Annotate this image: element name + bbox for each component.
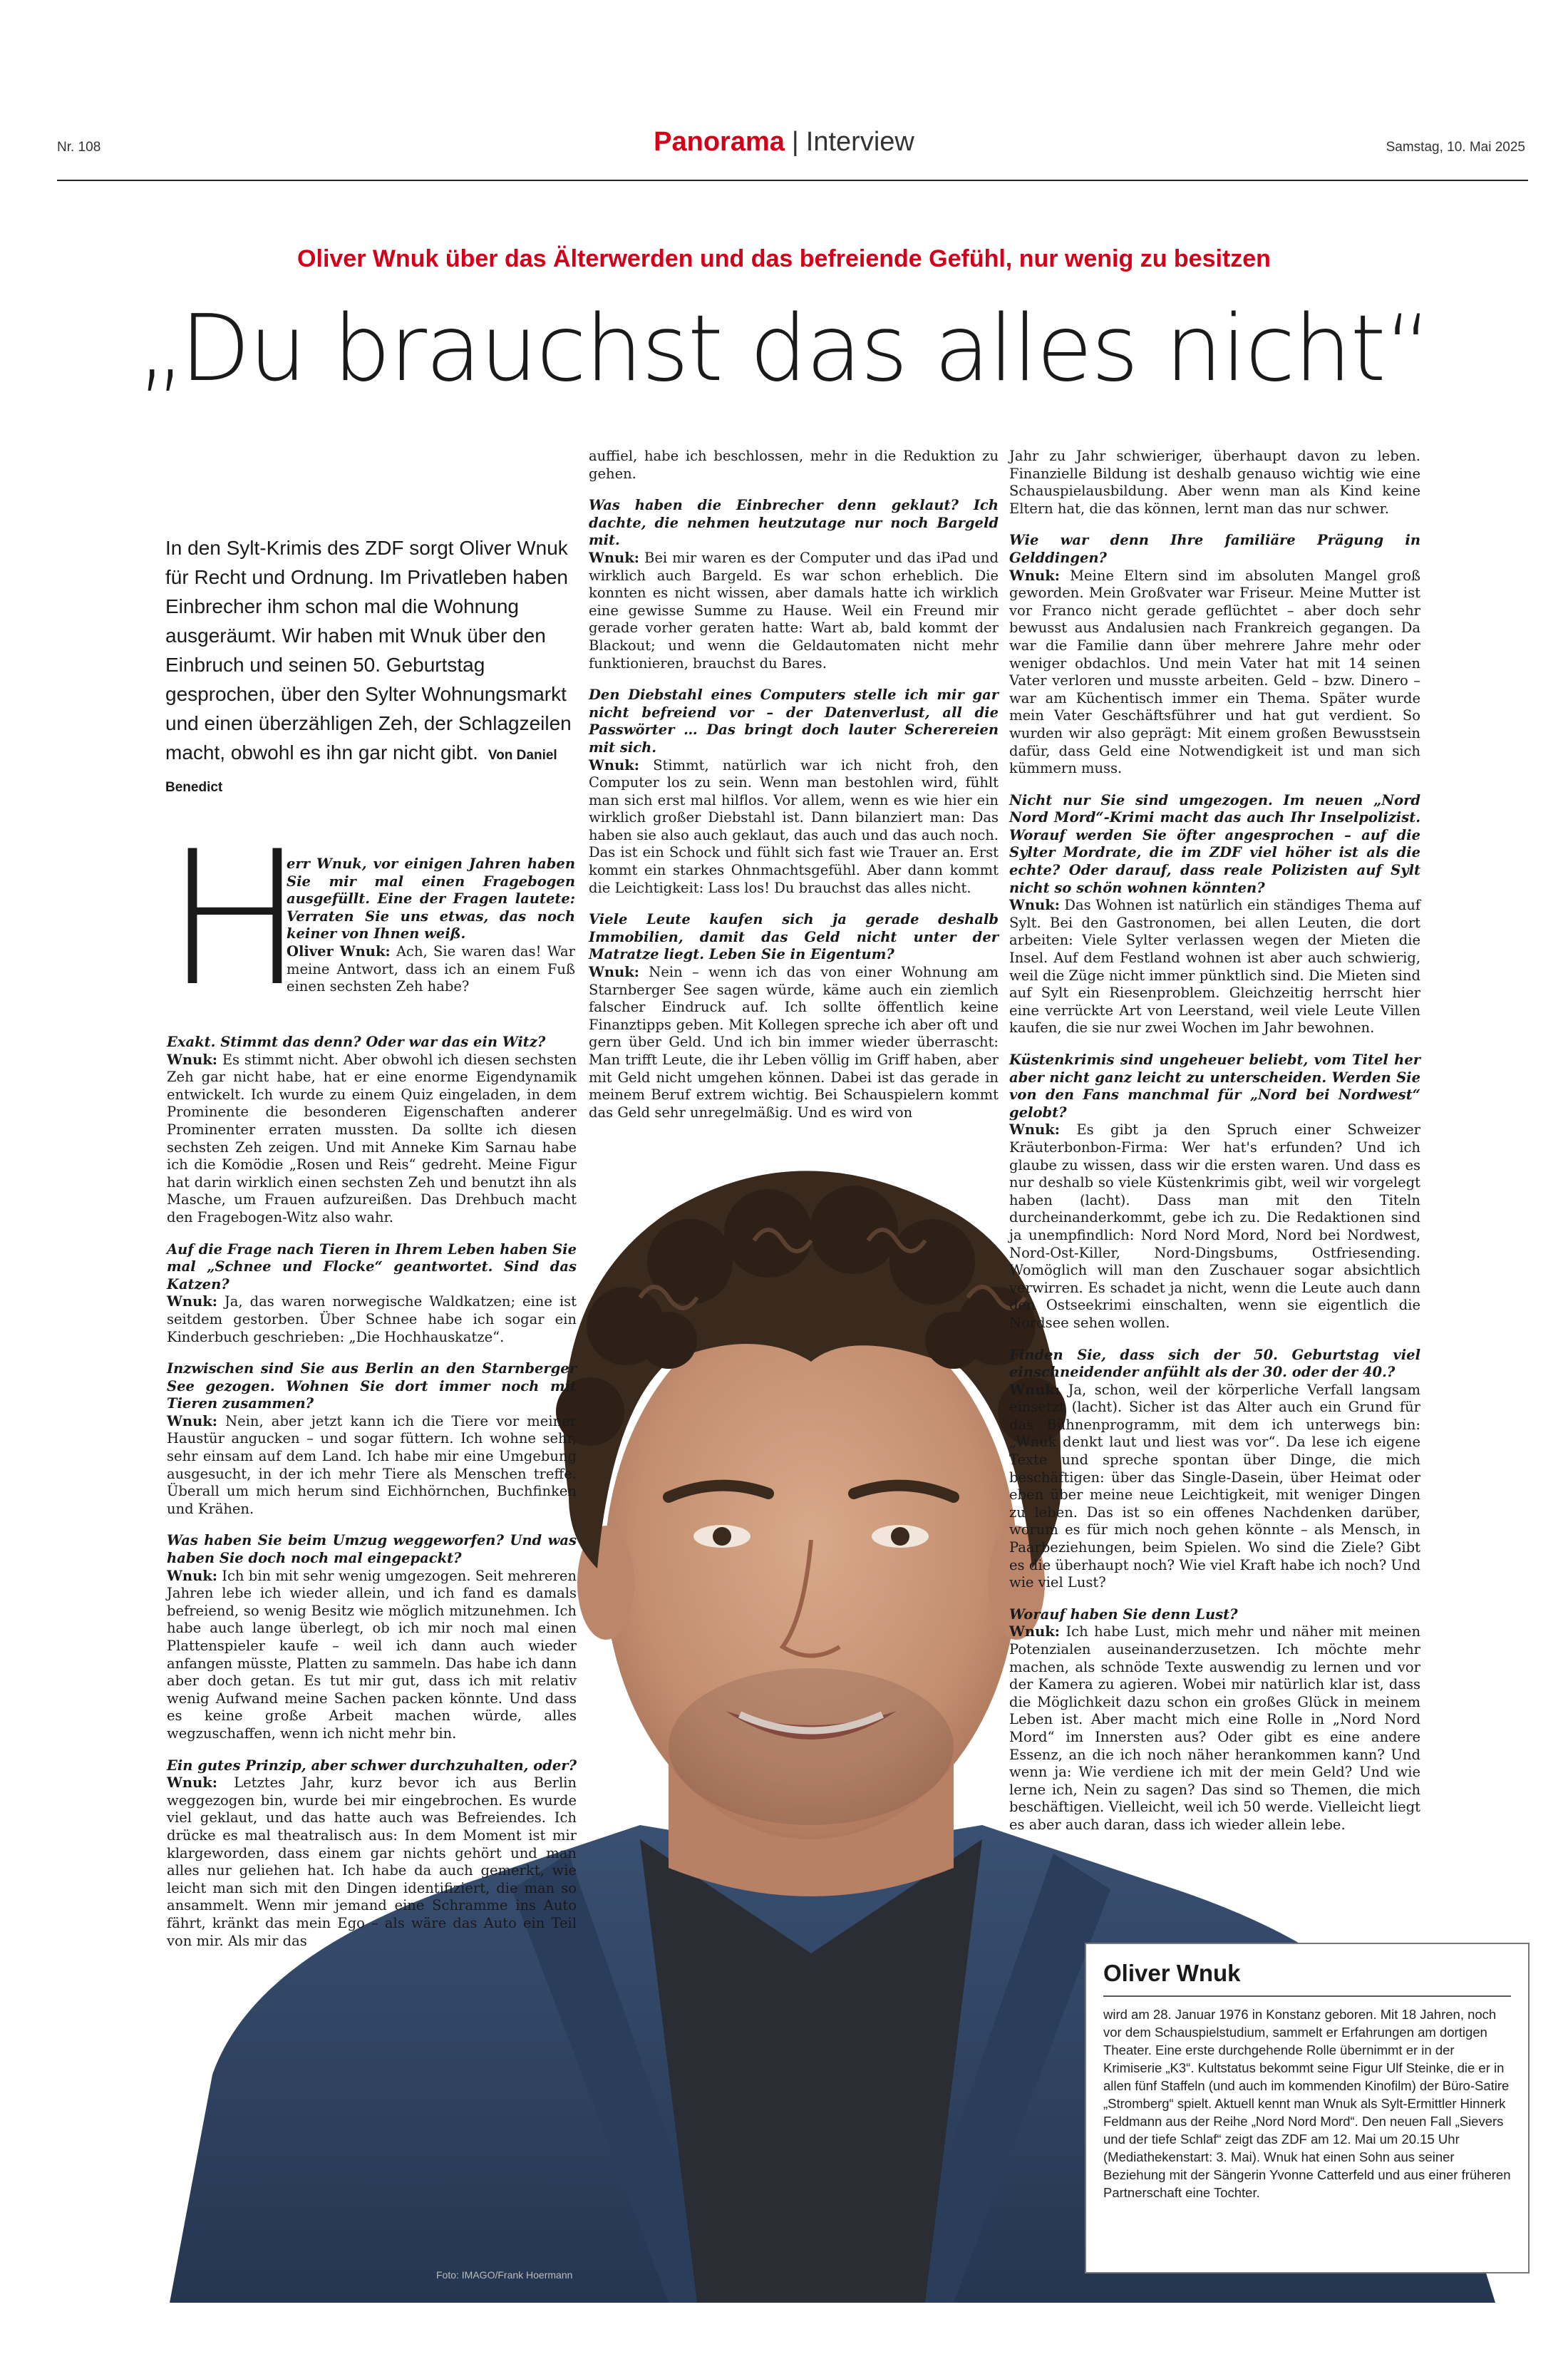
intro-block (287, 855, 575, 996)
speaker-label: Wnuk: (1009, 1381, 1060, 1398)
interview-answer (167, 1413, 577, 1519)
answer-text: Ja, schon, weil der körperliche Verfall langsam einsetzt (lacht). Sicher ist das Alter auch ein Grund für das Bühnenprogramm, mit dem ich unterwegs bin: „Wnuk denkt laut und liest was vor“. Da lese ich eigene Texte und spreche spontan über Dinge, die mich beschäftigen: über das Single-Dasein, über Heimat oder eben über meine neue Leichtigkeit, mit weniger Dingen zu leben. Das ist so ein offenes Nachdenken darüber, worum es für mich noch gehen könnte – als Mensch, in Paarbeziehungen, beim Spielen. Wo sind die Ziele? Gibt es die überhaupt noch? Wie viel Kraft habe ich noch? Und wie viel Lust? (1009, 1381, 1420, 1591)
speaker-label: Wnuk: (1009, 897, 1060, 914)
interview-answer (167, 1052, 577, 1227)
answer-text: Ja, das waren norwegische Waldkatzen; eine ist seitdem gestorben. Über Schnee habe ich sogar ein Kinderbuch geschrieben: „Die Hochhauskatze“. (167, 1293, 577, 1345)
article-kicker: Oliver Wnuk über das Älterwerden und das befreiende Gefühl, nur wenig zu besitzen (297, 245, 1271, 272)
interview-answer (1009, 1623, 1420, 1834)
speaker-label: Oliver Wnuk: (287, 942, 391, 960)
answer-text: Ich habe Lust, mich mehr und näher mit meinen Potenzialen auseinanderzusetzen. Ich möchte mehr machen, als schnöde Texte auswendig zu lernen und vor der Kamera zu agieren. Wobei mir natürlich klar ist, dass die Möglichkeit dazu schon ein großes Glück in meinem Leben ist. Aber macht mich eine Rolle in „Nord Nord Mord“ im Innersten aus? Oder gibt es eine andere Essenz, an die ich noch näher herankommen kann? Und wenn ja: Wie verdiene ich mit der mein Geld? Und wie lerne ich, Nein zu sagen? Das sind so Themen, die mich beschäftigen. Vielleicht, weil ich 50 werde. Vielleicht liegt es aber auch daran, dass ich wieder allein lebe. (1009, 1623, 1421, 1833)
speaker-label: Wnuk: (167, 1567, 217, 1584)
interview-question: Worauf haben Sie denn Lust? (1009, 1605, 1238, 1623)
interview-question: Was haben die Einbrecher denn geklaut? Ich dachte, die nehmen heutzutage nur noch Bargeld mit. (589, 497, 999, 549)
speaker-label: Wnuk: (167, 1293, 217, 1310)
interview-question: Küstenkrimis sind ungeheuer beliebt, vom Titel her aber nicht ganz leicht zu unterscheiden. Werden Sie von den Fans manchmal für „Nord bei Nordwest“ gelobt? (1009, 1052, 1420, 1121)
speaker-label: Wnuk: (167, 1412, 217, 1429)
subsection-name: Interview (805, 127, 914, 157)
body-paragraph: auffiel, habe ich beschlossen, mehr in die Reduktion zu gehen. (589, 448, 999, 482)
article-lead (165, 533, 579, 802)
issue-number: Nr. 108 (57, 140, 101, 155)
interview-question: Auf die Frage nach Tieren in Ihrem Leben haben Sie mal „Schnee und Flocke“ geantwortet. Sind das Katzen? (167, 1240, 577, 1293)
speaker-label: Wnuk: (589, 964, 639, 981)
answer-text: Bei mir waren es der Computer und das iPad und wirklich auch Bargeld. Es war schon erheblich. Die konnten es nicht wissen, aber damals hatte ich wirklich eine gewisse Summe zu Hause. Weil ein Freund mir gerade vorher geraten hatte: Wart ab, bald kommt der Blackout; und wenn die Geldautomaten nicht mehr funktionieren, brauchst du Bares. (589, 549, 999, 672)
issue-date: Samstag, 10. Mai 2025 (1386, 140, 1525, 155)
body-column-3 (1009, 448, 1420, 1834)
section-heading (0, 127, 1568, 158)
answer-text: Meine Eltern sind im absoluten Mangel groß geworden. Mein Großvater war Friseur. Meine Mutter ist vor Franco nicht gerade geflüchtet – aber doch sehr bewusst aus Andalusien nach Frankreich gegangen. Da war die Familie dann über mehrere Jahre mehr oder weniger obdachlos. Und mein Vater hat mit 14 seinen Vater verloren und musste arbeiten. Geld – bzw. Dinero – war am Küchentisch immer ein Thema. Später wurde mein Vater Geschäftsführer und hat gut verdient. So wurden wir also geprägt: Mit einem großen Bewusstsein dafür, dass Geld eine Notwendigkeit ist und man sich kümmern muss. (1009, 567, 1420, 777)
speaker-label: Wnuk: (589, 549, 639, 566)
interview-question: Wie war denn Ihre familiäre Prägung in Gelddingen? (1009, 532, 1420, 566)
drop-cap: H (165, 812, 305, 1027)
speaker-label: Wnuk: (167, 1774, 217, 1792)
interview-question: Nicht nur Sie sind umgezogen. Im neuen „Nord Nord Mord“-Krimi macht das auch Ihr Inselpolizist. Worauf werden Sie öfter angesprochen – auf die Sylter Mordrate, die im ZDF viel höher ist als die echte? Oder darauf, dass reale Polizisten auf Sylt nicht so schön wohnen könnten? (1009, 791, 1420, 896)
interview-answer (589, 964, 999, 1121)
answer-text: Ach, Sie waren das! War meine Antwort, dass ich an einem Fuß einen sechsten Zeh habe? (287, 942, 575, 995)
photo-credit: Foto: IMAGO/Frank Hoermann (436, 2269, 573, 2281)
answer-text: Es gibt ja den Spruch einer Schweizer Kräuterbonbon-Firma: Wer hat's erfunden? Und ich glaube zu wissen, dass wir die ersten waren. Und dass es nur deshalb so viele Küstenkrimis gibt, weil wir vorgelegt haben (lacht). Dass man mit den Titeln durcheinanderkommt, gebe ich zu. Die Redaktionen sind ja unempfindlich: Nord Nord Mord, Nord bei Nordwest, Nord-Ost-Killer, Nord-Dingsbums, Ostfriesending. Womöglich will man den Zuschauer sogar absichtlich verwirren. Es schadet ja nicht, wenn die Leute auch dann den Ostseekrimi einschalten, wenn sie eigentlich die Nordsee sehen wollen. (1009, 1121, 1420, 1331)
body-column-2 (589, 448, 999, 1121)
interview-question: Inzwischen sind Sie aus Berlin an den Starnberger See gezogen. Wohnen Sie dort immer noch mit Tieren zusammen? (167, 1360, 577, 1412)
speaker-label: Wnuk: (1009, 1121, 1060, 1139)
interview-answer (167, 1293, 577, 1346)
section-separator: | (791, 127, 799, 157)
interview-answer (1009, 1382, 1420, 1592)
interview-answer (589, 757, 999, 898)
infobox-rule (1103, 1995, 1511, 1997)
header-rule (57, 180, 1528, 181)
speaker-label: Wnuk: (589, 756, 639, 774)
infobox-title: Oliver Wnuk (1103, 1960, 1241, 1986)
article-headline: „Du brauchst das alles nicht“ (137, 296, 1431, 402)
body-paragraph: Jahr zu Jahr schwieriger, überhaupt davon zu leben. Finanzielle Bildung ist deshalb genauso wichtig wie eine Schauspielausbildung. Aber wenn man als Kind keine Eltern hat, die das können, lernt man das nur schwer. (1009, 448, 1420, 517)
interview-question: Den Diebstahl eines Computers stelle ich mir gar nicht befreiend vor – der Datenverlust, all die Passwörter … Das bringt doch lauter Scherereien mit sich. (589, 687, 999, 756)
answer-text: Das Wohnen ist natürlich ein ständiges Thema auf Sylt. Bei den Gastronomen, bei allen Leuten, die dort arbeiten: Viele Sylter verlassen wegen der Mieten die Insel. Auf dem Festland wohnen ist aber auch schwierig, weil die Züge nicht immer pünktlich sind. Die Mieten sind auf Sylt ein Riesenproblem. Gleichzeitig herrscht hier eine verrückte Art von Leerstand, weil viele Leute Villen kaufen, die sie nur zwei Wochen im Jahr bewohnen. (1009, 897, 1420, 1037)
intro-question: err Wnuk, vor einigen Jahren haben Sie mir mal einen Fragebogen ausgefüllt. Eine der Fragen lautete: Verraten Sie uns etwas, das noch keiner von Ihnen weiß. (287, 855, 575, 942)
interview-answer (1009, 897, 1420, 1037)
byline: Von Daniel Benedict (165, 748, 557, 795)
body-column-1 (167, 1019, 577, 1950)
interview-question: Ein gutes Prinzip, aber schwer durchzuhalten, oder? (167, 1757, 577, 1774)
answer-text: Nein – wenn ich das von einer Wohnung am Starnberger See sagen würde, käme auch ein ziemlich falscher Eindruck auf. Ich sollte öffentlich keine Finanztipps geben. Mit Kollegen spreche ich aber oft und gern über Geld. Und ich bin immer wieder überrascht: Man trifft Leute, die ihr Leben völlig im Griff haben, aber mit Geld nicht umgehen können. Dabei ist das gerade in meinem Beruf extrem wichtig. Bei Schauspielern kommt das Geld sehr unregelmäßig. Und es wird von (589, 964, 999, 1121)
interview-question: Finden Sie, dass sich der 50. Geburtstag viel einschneidender anfühlt als der 30. oder der 40.? (1009, 1346, 1420, 1381)
interview-answer (1009, 567, 1420, 778)
infobox-text: wird am 28. Januar 1976 in Konstanz geboren. Mit 18 Jahren, noch vor dem Schauspielstudium, sammelt er Erfahrungen am dortigen Theater. Eine erste durchgehende Rolle übernimmt er in der Krimiserie „K3“. Kultstatus bekommt seine Figur Ulf Steinke, die er in allen fünf Staffeln (und auch im kommenden Kinofilm) der Büro-Satire „Stromberg“ spielt. Aktuell kennt man Wnuk als Sylt-Ermittler Hinnerk Feldmann aus der Reihe „Nord Nord Mord“. Den neuen Fall „Sievers und der tiefe Schlaf“ zeigt das ZDF am 12. Mai um 20.15 Uhr (Mediathekenstart: 3. Mai). Wnuk hat einen Sohn aus seiner Beziehung mit der Sängerin Yvonne Catterfeld und aus einer früheren Partnerschaft eine Tochter. (1103, 2007, 1511, 2200)
interview-question: Exakt. Stimmt das denn? Oder war das ein Witz? (167, 1034, 546, 1050)
answer-text: Es stimmt nicht. Aber obwohl ich diesen sechsten Zeh gar nicht habe, hat er eine enorme Eigendynamik entwickelt. Ich wurde zu einem Quiz eingeladen, in dem Prominente die besonderen Eigenschaften anderer Prominenter erraten mussten. Da sollte ich diesen sechsten Zeh zeigen. Und mit Anneke Kim Sarnau habe ich die Komödie „Rosen und Reis“ gedreht. Meine Figur hat darin wirklich einen sechsten Zeh und benutzt ihn als Masche, um Frauen aufzureißen. Das Drehbuch macht den Fragebogen-Witz also wahr. (167, 1051, 577, 1226)
speaker-label: Wnuk: (167, 1051, 217, 1068)
bio-infobox (1085, 1943, 1530, 2273)
interview-answer (167, 1774, 577, 1950)
speaker-label: Wnuk: (1009, 1623, 1060, 1640)
answer-text: Stimmt, natürlich war ich nicht froh, den Computer los zu sein. Wenn man bestohlen wird, fühlt man sich erst mal hilflos. Vor allem, wenn es wie hier ein wirklich großer Diebstahl ist. Dann bilanziert man: Das haben sie also auch geklaut, das auch und das auch noch. Das ist ein Schock und fühlt sich fast wie Trauer an. Erst kommt ein starkes Ohnmachtsgefühl. Aber dann kommt die Leichtigkeit: Lass los! Du brauchst das alles nicht. (589, 756, 999, 896)
interview-question: Was haben Sie beim Umzug weggeworfen? Und was haben Sie doch noch mal eingepackt? (167, 1532, 577, 1567)
interview-answer (167, 1568, 577, 1743)
section-name: Panorama (654, 127, 785, 157)
interview-question: Viele Leute kaufen sich ja gerade deshalb Immobilien, damit das Geld nicht unter der Matratze liegt. Leben Sie in Eigentum? (589, 911, 999, 963)
lead-text: In den Sylt-Krimis des ZDF sorgt Oliver Wnuk für Recht und Ordnung. Im Privatleben haben Einbrecher ihm schon mal die Wohnung ausgeräumt. Wir haben mit Wnuk über den Einbruch und seinen 50. Geburtstag gesprochen, über den Sylter Wohnungsmarkt und einen überzähligen Zeh, der Schlagzeilen macht, obwohl es ihn gar nicht gibt. (165, 537, 572, 764)
interview-answer (589, 550, 999, 672)
answer-text: Letztes Jahr, kurz bevor ich aus Berlin weggezogen bin, wurde bei mir eingebrochen. Es wurde viel geklaut, und das hatte auch was Befreiendes. Ich drücke es mal theatralisch aus: In dem Moment ist mir klargeworden, dass einem gar nichts gehört und man alles nur geliehen hat. Ich habe da auch gemerkt, wie leicht man sich mit den Dingen identifiziert, die man so ansammelt. Wenn mir jemand eine Schramme ins Auto fährt, kränkt das mein Ego – als wäre das Auto ein Teil von mir. Als mir das (167, 1774, 577, 1949)
speaker-label: Wnuk: (1009, 567, 1060, 584)
interview-answer (1009, 1121, 1420, 1332)
answer-text: Nein, aber jetzt kann ich die Tiere vor meiner Haustür angucken – und sogar füttern. Ich wohne sehr, sehr einsam auf dem Land. Ich habe mir eine Umgebung ausgesucht, in der ich mehr Tiere als Menschen treffe. Überall um mich herum sind Eichhörnchen, Buchfinken und Krähen. (167, 1412, 577, 1517)
answer-text: Ich bin mit sehr wenig umgezogen. Seit mehreren Jahren lebe ich wieder allein, und ich fand es damals befreiend, so wenig Besitz wie möglich mitzunehmen. Ich habe auch lange überlegt, ob ich mir noch mal einen Plattenspieler kaufe – weil ich dann auch wieder anfangen müsste, Platten zu sammeln. Das habe ich dann aber doch getan. Es tut mir gut, dass ich mit relativ wenig Aufwand meine Sachen packen könnte. Und dass es keine große Arbeit machen würde, alles wegzuschaffen, wenn ich nicht mehr bin. (167, 1567, 577, 1742)
intro-answer (287, 943, 575, 996)
